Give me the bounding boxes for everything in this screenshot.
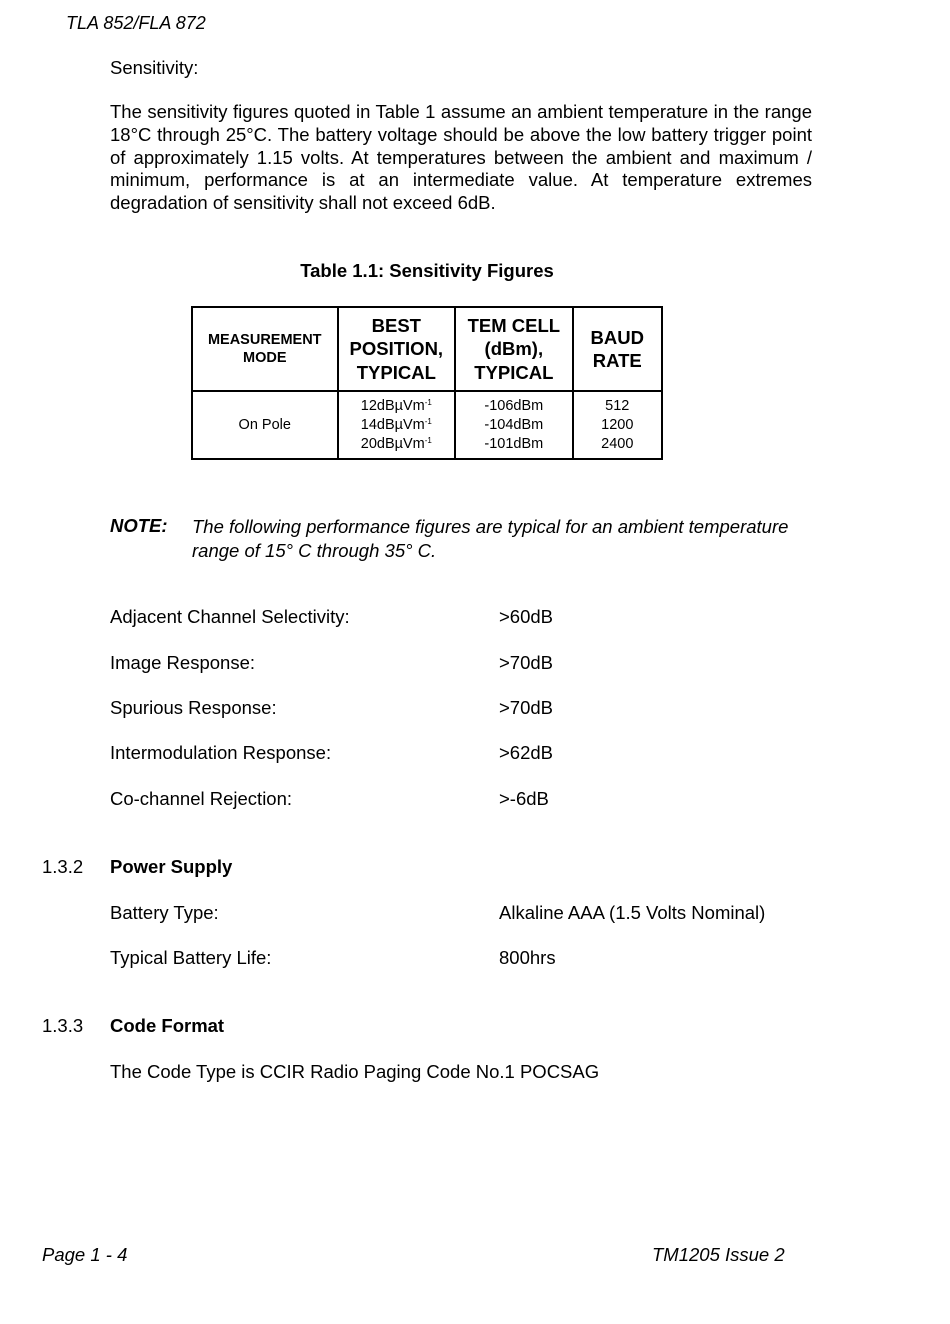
tem-cell-value: -101dBm xyxy=(484,435,544,452)
note-text: The following performance figures are typical for an ambient temperature range of 15° C through 35° C. xyxy=(192,516,789,561)
spec-label: Co-channel Rejection: xyxy=(110,788,293,809)
spec-value: >70dB xyxy=(499,652,554,673)
baud-rate-value: 1200 xyxy=(601,416,634,433)
cell-mode: On Pole xyxy=(192,391,338,459)
code-format-text: The Code Type is CCIR Radio Paging Code No.1 POCSAG xyxy=(110,1061,600,1082)
sensitivity-table xyxy=(191,306,663,460)
section-number: 1.3.2 xyxy=(42,856,84,877)
spec-label: Spurious Response: xyxy=(110,697,277,718)
note-label: NOTE: xyxy=(110,515,168,536)
spec-label: Image Response: xyxy=(110,652,256,673)
best-position-value: 20dBµVm xyxy=(360,435,425,452)
cell-tem-cell xyxy=(455,391,572,459)
section-title-power-supply: Power Supply xyxy=(110,856,233,877)
battery-type-label: Battery Type: xyxy=(110,902,219,923)
page-number: Page 1 - 4 xyxy=(42,1244,128,1265)
table-caption: Table 1.1: Sensitivity Figures xyxy=(300,260,554,281)
sensitivity-paragraph: The sensitivity figures quoted in Table 1 assume an ambient temperature in the range 18°C through 25°C. The battery voltage should be above the low battery trigger point of approximately 1.15 volts. At temperatures between the ambient and maximum / minimum, performance is at an intermediate value. At temperature extremes degradation of sensitivity shall not exceed 6dB. xyxy=(110,101,812,214)
sensitivity-heading: Sensitivity: xyxy=(110,57,199,78)
spec-value: >60dB xyxy=(499,606,554,627)
best-position-value: 12dBµVm xyxy=(360,397,425,414)
battery-life-value: 800hrs xyxy=(499,947,556,968)
header-tem-cell: TEM CELL (dBm), TYPICAL xyxy=(455,307,572,391)
exponent: -1 xyxy=(424,416,432,426)
battery-life-label: Typical Battery Life: xyxy=(110,947,272,968)
spec-value: >70dB xyxy=(499,697,554,718)
cell-best-position xyxy=(338,391,456,459)
spec-value: >-6dB xyxy=(499,788,549,809)
table-header-row xyxy=(192,307,662,391)
section-number: 1.3.3 xyxy=(42,1015,84,1036)
header-measurement-mode: MEASUREMENT MODE xyxy=(192,307,338,391)
tem-cell-value: -104dBm xyxy=(484,416,544,433)
document-issue: TM1205 Issue 2 xyxy=(652,1244,785,1265)
header-best-position: BEST POSITION, TYPICAL xyxy=(338,307,456,391)
exponent: -1 xyxy=(424,397,432,407)
spec-value: >62dB xyxy=(499,742,554,763)
document-header: TLA 852/FLA 872 xyxy=(66,13,206,33)
best-position-value: 14dBµVm xyxy=(360,416,425,433)
battery-type-value: Alkaline AAA (1.5 Volts Nominal) xyxy=(499,902,766,923)
section-title-code-format: Code Format xyxy=(110,1015,225,1036)
table-row xyxy=(192,391,662,459)
spec-label: Adjacent Channel Selectivity: xyxy=(110,606,350,627)
tem-cell-value: -106dBm xyxy=(484,397,544,414)
cell-baud-rate xyxy=(573,391,662,459)
exponent: -1 xyxy=(424,435,432,445)
header-baud-rate: BAUD RATE xyxy=(573,307,662,391)
spec-label: Intermodulation Response: xyxy=(110,742,332,763)
baud-rate-value: 512 xyxy=(605,397,630,414)
baud-rate-value: 2400 xyxy=(601,435,634,452)
